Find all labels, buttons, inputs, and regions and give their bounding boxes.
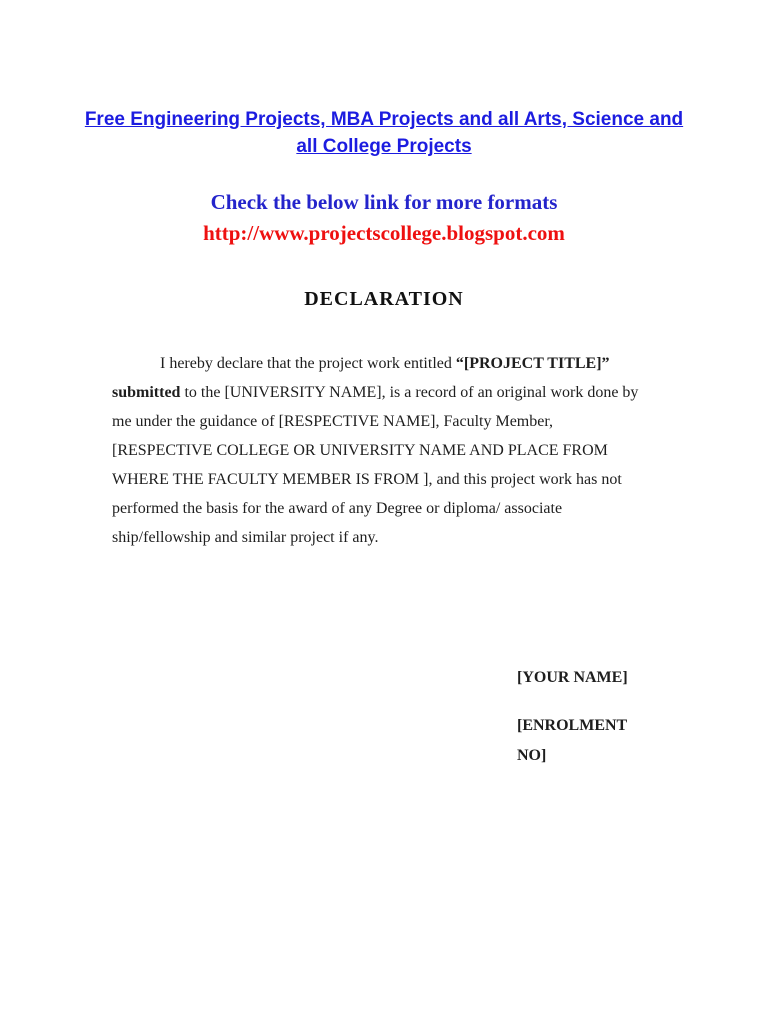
bold-placeholder-text: submitted	[112, 384, 181, 401]
enrolment-no-placeholder: [ENROLMENT NO]	[517, 717, 627, 764]
paragraph-line	[112, 378, 660, 407]
body-text: performed the basis for the award of any Degree or diploma/ associate	[112, 500, 563, 517]
body-text: I hereby declare that the project work entitled	[160, 355, 456, 372]
section-title: DECLARATION	[304, 288, 464, 310]
paragraph-line	[112, 407, 660, 436]
paragraph-line	[112, 349, 660, 378]
body-text: WHERE THE FACULTY MEMBER IS FROM ], and this project work has not	[112, 471, 622, 488]
body-text: me under the guidance of [RESPECTIVE NAME], Faculty Member,	[112, 413, 554, 430]
bold-placeholder-text: “[PROJECT TITLE]”	[455, 355, 610, 372]
body-text: ship/fellowship and similar project if any.	[112, 529, 379, 546]
promo-url-link[interactable]: http://www.projectscollege.blogspot.com	[203, 221, 565, 245]
paragraph-line	[112, 523, 660, 552]
your-name-placeholder: [YOUR NAME]	[517, 669, 628, 686]
body-text: to the [UNIVERSITY NAME], is a record of an original work done by	[180, 384, 639, 401]
paragraph-line	[112, 494, 660, 523]
paragraph-line	[112, 465, 660, 494]
paragraph-line	[112, 436, 660, 465]
promo-check-text: Check the below link for more formats	[210, 190, 558, 214]
body-text: [RESPECTIVE COLLEGE OR UNIVERSITY NAME AND PLACE FROM	[112, 442, 608, 459]
signature-block	[517, 663, 651, 771]
heading-link[interactable]: Free Engineering Projects, MBA Projects and all Arts, Science and all College Projects	[84, 109, 684, 157]
declaration-paragraph	[112, 349, 660, 552]
